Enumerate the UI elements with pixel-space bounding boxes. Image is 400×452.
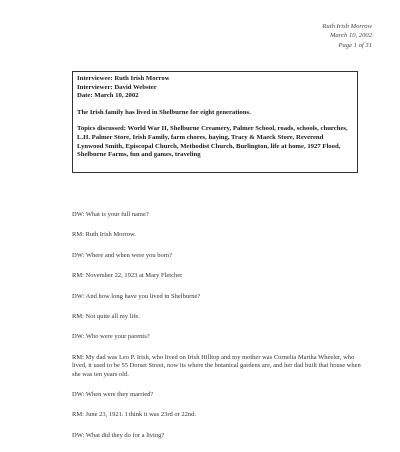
transcript-line: DW: When were they married? xyxy=(72,391,154,399)
transcript-line: RM: Ruth Irish Morrow. xyxy=(72,231,136,239)
page-header xyxy=(322,22,372,50)
summary-family-note: The Irish family has lived in Shelburne for eight generations. xyxy=(77,108,251,116)
transcript-line: RM: My dad was Leo P. Irish, who lived on Irish Hilltop and my mother was Cornelia Martha Wheeler, who lived, it used to be 55 Dorset Street, now its where the botanical gardens are, and her dad built that house when she was ten years old. xyxy=(72,353,361,378)
transcript-line: DW: Who were your parents? xyxy=(72,333,150,341)
summary-date: Date: March 10, 2002 xyxy=(77,92,139,100)
summary-topics: Topics discussed: World War II, Shelburne Creamery, Palmer School, roads, schools, churches, L.H. Palmer Store, Irish Family, farm chores, haying, Tracy & Maeck Store, Reverend Lynwood Smith, Episcopal Church, Methodist Church, Burlington, life at home, 1927 Flood, Shelburne Farms, fun and games, traveling xyxy=(77,125,348,159)
transcript-line: DW: Where and when were you born? xyxy=(72,251,172,259)
summary-interviewer: Interviewer: David Webster xyxy=(77,83,157,91)
header-date: March 10, 2002 xyxy=(329,32,372,40)
header-interviewee-name: Ruth Irish Morrow xyxy=(322,23,372,30)
summary-interviewee: Interviewee: Ruth Irish Morrow xyxy=(77,75,170,82)
transcript-line: RM: June 23, 1921. I think it was 23rd or 22nd. xyxy=(72,411,197,419)
transcript-line: RM: Not quite all my life. xyxy=(72,313,140,321)
transcript xyxy=(72,211,362,452)
header-page-number: Page 1 of 31 xyxy=(338,41,372,49)
transcript-line: DW: And how long have you lived in Shelburne? xyxy=(72,292,201,300)
transcript-line: RM: November 22, 1923 at Mary Fletcher xyxy=(72,272,183,280)
transcript-line: DW: What did they do for a living? xyxy=(72,431,165,439)
transcript-line: DW: What is your full name? xyxy=(72,211,149,218)
interview-summary-box xyxy=(72,71,358,173)
